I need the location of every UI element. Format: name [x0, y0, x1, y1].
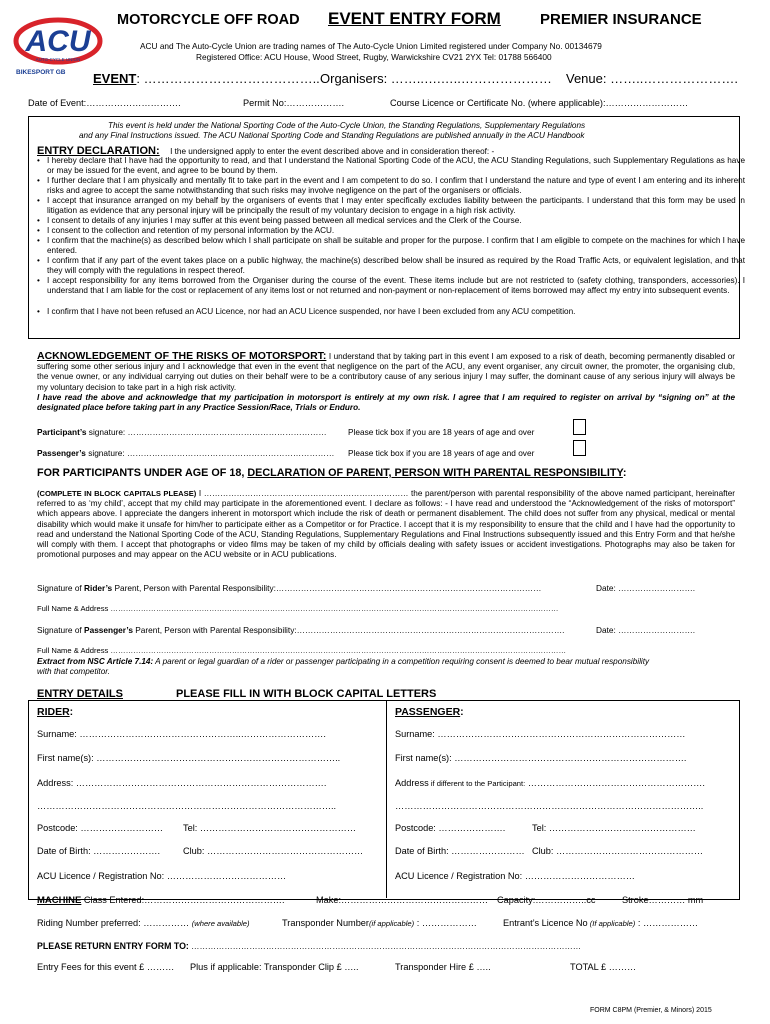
declaration-bullet: • I confirm that the machine(s) as described below which I shall participate on shall be suitable and proper for the purpose. I confirm that I am eligible to compete on the machines for which I have entered. [37, 236, 745, 256]
under18-body-text: I ………………………………………………………………… the parent/person with parental responsibility of the above named participant, hereinafter referred to as ‘my child’, accept that my child may participate in the aforementioned event. I declare as follows: - I have read and understood the “Acknowledgement of the risks of motorsport” which appears above. I appreciate the dangers inherent in motorsport which include the risk of death or permanent disablement. The child does not suffer from any physical, medical or mental disability which would make it unsafe for him/her to participate either as a Competitor or for Practice. I accept that it is my responsibility to ensure that the child and I have had the opportunity to read and understand the National Sporting Code of the ACU, Standing Regulations, Supplementary Regulations and Final Instructions subsequently issued and this Entry Form and that he/she will comply with them. I accept that photographs or video films may be taken of my child by officials dealing with safety issues or accident investigations. Photographs may also be taken for promotional purposes and may appear on the ACU website or in ACU publications. [37, 489, 735, 560]
entry-details-instruction: PLEASE FILL IN WITH BLOCK CAPITAL LETTERS [176, 688, 437, 700]
rider-address-field[interactable]: Address: ………………………………………………………………………. [37, 778, 327, 788]
passenger-parent-fullname-field[interactable]: Full Name & Address ……………………………………………………………………………………………………………………………………………………………… [37, 646, 567, 655]
acknowledgement-section [37, 351, 735, 413]
transponder-dots: : ……………… [414, 918, 477, 928]
participant-label: Participant’s [37, 427, 87, 437]
declaration-bullet: • I hereby declare that I have had the opportunity to read, and that I understand the National Sporting Code of the ACU, the ACU Standing Regulations, such Supplementary Regulations as have or may be issued for the event, and agree to be bound by them. [37, 156, 745, 176]
pass-sig-pre: Signature of [37, 625, 85, 635]
rider-sig-post: Parent, Person with Parental Responsibility:…………………………………………………………………………………… [112, 583, 542, 593]
pass-sig-bold: Passenger’s [84, 625, 133, 635]
machine-label: MACHINE [37, 895, 82, 906]
permit-field[interactable]: Permit No:………………. [243, 98, 345, 108]
entrant-licence-dots: : ……………… [635, 918, 699, 928]
logo-text: ACU [25, 25, 91, 58]
passenger-club-field[interactable]: Club: ………………………………………… [532, 846, 704, 856]
transponder-clip-field[interactable]: Plus if applicable: Transponder Clip £ ….. [190, 962, 359, 972]
rider-club-field[interactable]: Club: …………………………………………… [183, 846, 364, 856]
passenger-address-field[interactable] [395, 778, 705, 788]
total-field[interactable]: TOTAL £ ……… [570, 962, 637, 972]
entry-declaration-title: ENTRY DECLARATION: [37, 145, 160, 157]
acu-logo [10, 14, 104, 76]
passenger-postcode-field[interactable]: Postcode: …………………. [395, 823, 506, 833]
rider-heading-text: RIDER [37, 706, 70, 718]
rider-address-line2-field[interactable]: …………………………………………………………………………………….. [37, 801, 337, 811]
entry-declaration-lead: I the undersigned apply to enter the event described above and in consideration thereof: - [170, 147, 495, 156]
participant-signature-field[interactable] [37, 427, 327, 437]
passenger-age-label: Please tick box if you are 18 years of age and over [348, 448, 535, 458]
intro-line-2: and any Final Instructions issued. The ACU National Sporting Code and Standing Regulations are published annually in the ACU Handbook [79, 131, 585, 140]
passenger-heading-text: PASSENGER [395, 706, 461, 718]
passenger-surname-field[interactable]: Surname: ……………………………………………………………………… [395, 729, 686, 739]
intro-line-1: This event is held under the National Sporting Code of the Auto-Cycle Union, the Standing Regulations, Supplementary Regulations [108, 121, 586, 130]
machine-class-dots: Class Entered:………………………………………. [81, 895, 285, 905]
passenger-age-checkbox[interactable] [573, 440, 586, 456]
rider-sig-bold: Rider’s [84, 583, 113, 593]
course-licence-field[interactable]: Course Licence or Certificate No. (where applicable):……………………… [390, 98, 689, 108]
passenger-signature-field[interactable] [37, 448, 334, 458]
entry-details-title: ENTRY DETAILS [37, 688, 123, 700]
passenger-address-label: Address [395, 778, 429, 788]
passenger-firstname-field[interactable]: First name(s): …………………………………………………………………. [395, 753, 687, 763]
under18-title-end: : [622, 467, 627, 479]
office-line: Registered Office: ACU House, Wood Street, Rugby, Warwickshire CV21 2YX Tel: 01788 566400 [196, 52, 552, 62]
header-left-title: MOTORCYCLE OFF ROAD [117, 12, 300, 28]
passenger-heading: PASSENGER: [395, 706, 464, 718]
passenger-acu-licence-field[interactable]: ACU Licence / Registration No: ……………………………… [395, 871, 635, 881]
riding-number-label: Riding Number preferred: …………… [37, 918, 190, 928]
under18-heading [37, 467, 626, 479]
entrant-licence-field[interactable] [503, 918, 698, 928]
declaration-bullet: • I consent to details of any injuries I may suffer at this event being passed between all medical services and the Clerk of the Course. [37, 216, 745, 226]
return-dots: …………………………………………………………………………………………………………………………… [188, 941, 582, 951]
passenger-address-note: if different to the Participant: [428, 779, 526, 788]
under18-title-plain: FOR PARTICIPANTS UNDER AGE OF 18, [37, 467, 248, 479]
declaration-bullet: • I consent to the collection and retention of my personal information by the ACU. [37, 226, 745, 236]
rider-sig-pre: Signature of [37, 583, 85, 593]
passenger-dob-field[interactable]: Date of Birth: …………………… [395, 846, 525, 856]
machine-make-field[interactable]: Make:………………………………………… [316, 895, 489, 905]
organisers-field[interactable]: Organisers: ……..….…..………………… [320, 71, 552, 86]
passenger-address-dots: …………………………………………………. [525, 778, 705, 788]
participant-age-label: Please tick box if you are 18 years of age and over [348, 427, 535, 437]
rider-surname-field[interactable]: Surname: ……………………………………………..………………………. [37, 729, 326, 739]
venue-field[interactable]: Venue: ……..…………………. [566, 71, 738, 86]
declaration-bullet: • I further declare that I am physically and mentally fit to take part in the event and I am competent to do so. I confirm that I understand the nature and type of event I am entering and its inherent risks and agree to accept the same notwithstanding that such risks may involve negligence on the part of the organisers or officials. [37, 176, 745, 196]
event-field[interactable] [93, 71, 320, 86]
nsc-extract-line2: with that competitor. [37, 667, 110, 676]
transponder-number-field[interactable] [282, 918, 477, 928]
nsc-extract [37, 657, 649, 666]
under18-body [37, 489, 735, 560]
declaration-bullet: • I accept that insurance arranged on my behalf by the organisers of events that I may enter specifically excludes liability between the participants. I understand that this form may be used in litigation as evidence that any personal injury will be principally the result of my voluntary decision to engage in a high risk activity. [37, 196, 745, 216]
company-line: ACU and The Auto-Cycle Union are trading names of The Auto-Cycle Union Limited registered under Company No. 00134679 [140, 41, 602, 51]
acknowledgement-title: ACKNOWLEDGEMENT OF THE RISKS OF MOTORSPORT: [37, 350, 327, 362]
return-address-field[interactable] [37, 941, 581, 951]
rider-postcode-field[interactable]: Postcode: ……………………… [37, 823, 164, 833]
header-right-title: PREMIER INSURANCE [540, 11, 702, 28]
rider-dob-field[interactable]: Date of Birth: …………………. [37, 846, 161, 856]
passenger-parent-signature-field[interactable] [37, 625, 564, 635]
rider-tel-field[interactable]: Tel: …………………………………………… [183, 823, 357, 833]
under18-caps: (COMPLETE IN BLOCK CAPITALS PLEASE) [37, 489, 197, 498]
nsc-extract-bold: Extract from NSC Article 7.14: [37, 657, 154, 666]
rider-parent-signature-field[interactable] [37, 583, 541, 593]
logo-tagline: BIKESPORT GB [16, 69, 66, 76]
rider-parent-date-field[interactable]: Date: ………………………. [596, 583, 696, 593]
under18-title-underlined: DECLARATION OF PARENT, PERSON WITH PARENTAL RESPONSIBILITY [247, 467, 623, 479]
passenger-label: Passenger’s [37, 448, 86, 458]
entrant-licence-label: Entrant’s Licence No [503, 918, 588, 928]
event-label: EVENT [93, 71, 137, 86]
machine-stroke-field[interactable]: Stroke………… mm [622, 895, 704, 905]
declaration-bullet: • I accept responsibility for any items borrowed from the Organiser during the course of the event. These items include but are not restricted to (safety clothing, transponders, accessories). I understand that I am liable for the cost or replacement of any items lost or not returned and non-payment or non-replacement of items borrowed may affect my entry into subsequent events. [37, 276, 745, 296]
date-of-event-field[interactable]: Date of Event:…………………………. [28, 98, 181, 108]
header-main-title: EVENT ENTRY FORM [328, 9, 501, 28]
passenger-address-line2-field[interactable]: ……………………………………………………………………………………….. [395, 801, 704, 811]
logo-subtext: AUTO-CYCLE UNION [35, 57, 81, 62]
acknowledgement-statement: I have read the above and acknowledge that my participation in motorsport is entirely at my own risk. I agree that I am required to register on arrival by “signing on” at the designated place before taking part in any Practice Session/Race, Trials or Enduro. [37, 392, 735, 413]
passenger-parent-date-field[interactable]: Date: ………………………. [596, 625, 696, 635]
rider-heading: RIDER: [37, 706, 74, 718]
machine-class-field[interactable] [37, 895, 285, 906]
transponder-label: Transponder Number [282, 918, 369, 928]
form-code: FORM C8PM (Premier, & Minors) 2015 [590, 1007, 712, 1014]
riding-number-field[interactable] [37, 918, 250, 928]
declaration-bullet: • I confirm that if any part of the event takes place on a public highway, the machine(s) described below shall be insured as required by the Road Traffic Acts, or equivalent legislation, and that they will comply with the regulations in respect thereof. [37, 256, 745, 276]
acknowledgement-body: I understand that by taking part in this event I am exposed to a risk of death, becoming permanently disabled or suffering some other serious injury and I acknowledge that even in the event that negligence on the part of the ACU, any event organiser, any circuit owner, the promoter, the organising club, the venue owner, or any individual carrying out duties on their behalf were to be a contributory cause of any serious injury I may suffer, the dominant cause of any serious injury will always be my voluntary decision to take part in a high risk activity. [37, 352, 736, 392]
participant-dots: signature: ……………………………………………………………… [86, 427, 327, 437]
rider-parent-fullname-field[interactable]: Full Name & Address …………………………………………………………………………………………………………………………………………………………… [37, 604, 559, 613]
entry-fees-field[interactable]: Entry Fees for this event £ ……… [37, 962, 175, 972]
pass-sig-post: Parent, Person with Parental Responsibility:……………………………………………………………………………………. [132, 625, 565, 635]
return-label: PLEASE RETURN ENTRY FORM TO: [37, 941, 189, 951]
machine-capacity-field[interactable]: Capacity:……………..cc [497, 895, 596, 905]
transponder-note: (if applicable) [368, 919, 415, 928]
riding-number-note: (where available) [191, 919, 250, 928]
passenger-dots: signature: ………………………………………………………………… [85, 448, 335, 458]
entrant-licence-note: (If applicable) [587, 919, 636, 928]
passenger-tel-field[interactable]: Tel: ………………………………………… [532, 823, 696, 833]
rider-acu-licence-field[interactable]: ACU Licence / Registration No: ………………………………… [37, 871, 287, 881]
nsc-extract-text: A parent or legal guardian of a rider or passenger participating in a competition requiring consent is deemed to bear mutual responsibility [153, 657, 650, 666]
participant-age-checkbox[interactable] [573, 419, 586, 435]
rider-firstname-field[interactable]: First name(s): …………………………………………………………………….. [37, 753, 341, 763]
event-dots: : ………………………………….. [136, 71, 320, 86]
entry-details-divider [386, 700, 387, 898]
transponder-hire-field[interactable]: Transponder Hire £ ….. [395, 962, 491, 972]
declaration-bullet: • I confirm that I have not been refused an ACU Licence, nor had an ACU Licence suspended, nor have I been excluded from any ACU competition. [37, 307, 745, 317]
